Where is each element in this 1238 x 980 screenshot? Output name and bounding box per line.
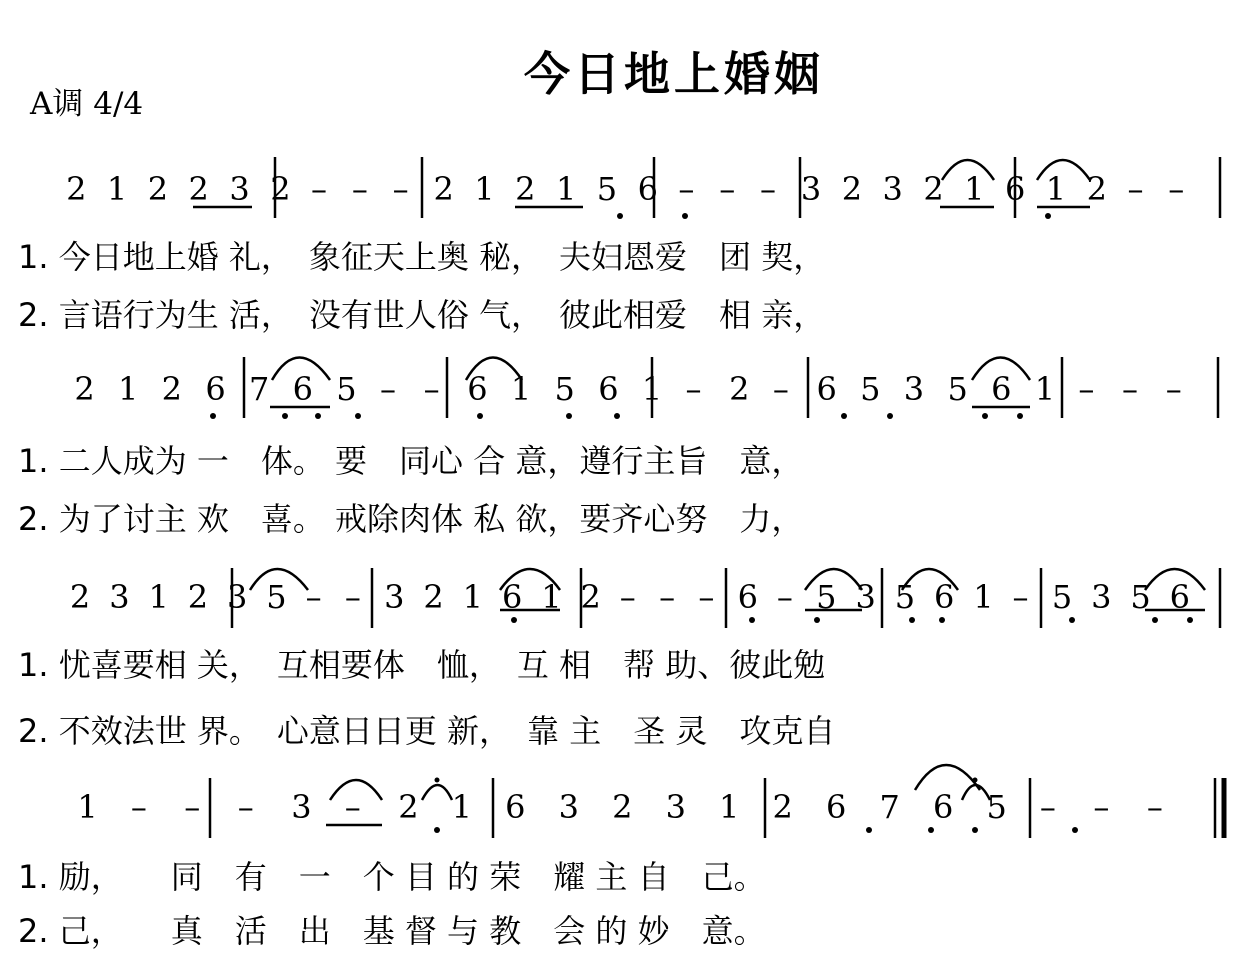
note: 3	[291, 788, 312, 826]
note: 6	[933, 578, 955, 616]
note: 6	[598, 370, 619, 408]
note: 6	[501, 578, 523, 616]
lyric-line-2-verse-1: 1. 二人成为 一 体。 要 同心 合 意，遵行主旨 意，	[18, 442, 804, 480]
note: 1	[462, 578, 484, 616]
note: 2	[580, 578, 601, 616]
note: 6	[826, 788, 847, 826]
note: 5	[1130, 578, 1151, 616]
key-signature: A调 4/4	[30, 86, 144, 122]
note: –	[237, 788, 254, 826]
note: 6	[816, 370, 837, 408]
note: –	[776, 578, 793, 616]
note: 2	[398, 788, 419, 826]
note: 2	[612, 788, 633, 826]
note: 5	[1051, 578, 1073, 616]
lyric-line-4-verse-2: 2. 己， 真 活 出 基 督 与 教 会 的 妙 意。	[18, 912, 766, 950]
lyric-line-2-verse-2: 2. 为了讨主 欢 喜。 戒除肉体 私 欲，要齐心努 力，	[18, 500, 804, 538]
note: 7	[879, 788, 900, 826]
note: 1	[106, 170, 128, 208]
note: –	[1127, 170, 1144, 208]
note: 5	[816, 578, 837, 616]
note: –	[184, 788, 201, 826]
note: 2	[923, 170, 944, 208]
note: 3	[800, 170, 822, 208]
note: 1	[973, 578, 994, 616]
note: –	[130, 788, 147, 826]
note: –	[619, 578, 636, 616]
note: 2	[423, 578, 444, 616]
note: –	[719, 170, 736, 208]
note: 3	[227, 578, 248, 616]
note: 5	[986, 788, 1007, 826]
note: 5	[596, 170, 618, 208]
note: 3	[1091, 578, 1112, 616]
note: 2	[729, 370, 750, 408]
note: –	[344, 578, 361, 616]
note: 3	[558, 788, 579, 826]
note: –	[1093, 788, 1110, 826]
note: 1	[77, 788, 98, 826]
lyric-line-3-verse-2: 2. 不效法世 界。 心意日日更 新， 靠 主 圣 灵 攻克自	[18, 712, 836, 750]
note: 6	[467, 370, 488, 408]
note: –	[772, 370, 789, 408]
note: 6	[932, 788, 954, 826]
lyric-line-3-verse-1: 1. 忧喜要相 关， 互相要体 恤， 互 相 帮 助、彼此勉	[18, 646, 826, 684]
lyric-line-1-verse-1: 1. 今日地上婚 礼， 象征天上奥 秘， 夫妇恩爱 团 契，	[18, 238, 826, 276]
note: 2	[1086, 170, 1107, 208]
note: –	[423, 370, 440, 408]
note: 1	[719, 788, 740, 826]
note: 2	[772, 788, 793, 826]
note: –	[344, 788, 361, 826]
note: 6	[205, 370, 226, 408]
note: 3	[109, 578, 130, 616]
note: –	[678, 170, 695, 208]
note: 2	[161, 370, 183, 408]
note: –	[760, 170, 777, 208]
note: –	[311, 170, 328, 208]
note: 6	[737, 578, 758, 616]
note: 1	[510, 370, 532, 408]
note: 6	[991, 370, 1012, 408]
note: 3	[855, 578, 876, 616]
note: 2	[66, 170, 87, 208]
note: 6	[637, 170, 658, 208]
note: 1	[1045, 170, 1067, 208]
note: 1	[641, 370, 663, 408]
note: 2	[270, 170, 291, 208]
note: 2	[188, 170, 209, 208]
note: –	[685, 370, 702, 408]
note: 1	[451, 788, 473, 826]
note: 5	[860, 370, 881, 408]
note: 5	[266, 578, 287, 616]
note: 6	[1004, 170, 1026, 208]
note: –	[351, 170, 368, 208]
note: –	[379, 370, 396, 408]
page-title: 今日地上婚姻	[524, 47, 824, 101]
note: 1	[1034, 370, 1056, 408]
note: 6	[292, 370, 313, 408]
note: 3	[903, 370, 925, 408]
note: 5	[947, 370, 968, 408]
note: 1	[474, 170, 495, 208]
note: 1	[541, 578, 562, 616]
note: 7	[248, 370, 270, 408]
note: –	[659, 578, 676, 616]
note: 6	[1169, 578, 1191, 616]
note: –	[1078, 370, 1095, 408]
note: 1	[118, 370, 139, 408]
note: –	[1168, 170, 1185, 208]
lyric-line-4-verse-1: 1. 励， 同 有 一 个 目 的 荣 耀 主 自 己。	[18, 858, 766, 896]
lyric-line-1-verse-2: 2. 言语行为生 活， 没有世人俗 气， 彼此相爱 相 亲，	[18, 296, 826, 334]
note: 5	[336, 370, 357, 408]
note: 6	[505, 788, 526, 826]
note: 2	[147, 170, 169, 208]
note: –	[392, 170, 409, 208]
note: 2	[841, 170, 863, 208]
note: –	[1146, 788, 1163, 826]
note: 2	[69, 578, 91, 616]
note: 2	[433, 170, 454, 208]
note: 3	[384, 578, 405, 616]
note: 1	[555, 170, 577, 208]
note: 5	[894, 578, 916, 616]
note: –	[1165, 370, 1182, 408]
note: 2	[187, 578, 209, 616]
note: 1	[964, 170, 985, 208]
note: –	[1012, 578, 1029, 616]
note: 3	[229, 170, 250, 208]
note: –	[1122, 370, 1139, 408]
note: 3	[882, 170, 903, 208]
note: 2	[74, 370, 95, 408]
note: 3	[665, 788, 686, 826]
note: 5	[554, 370, 575, 408]
note: –	[305, 578, 322, 616]
note: –	[698, 578, 715, 616]
note: –	[1039, 788, 1056, 826]
note: 1	[148, 578, 169, 616]
note: 2	[515, 170, 536, 208]
